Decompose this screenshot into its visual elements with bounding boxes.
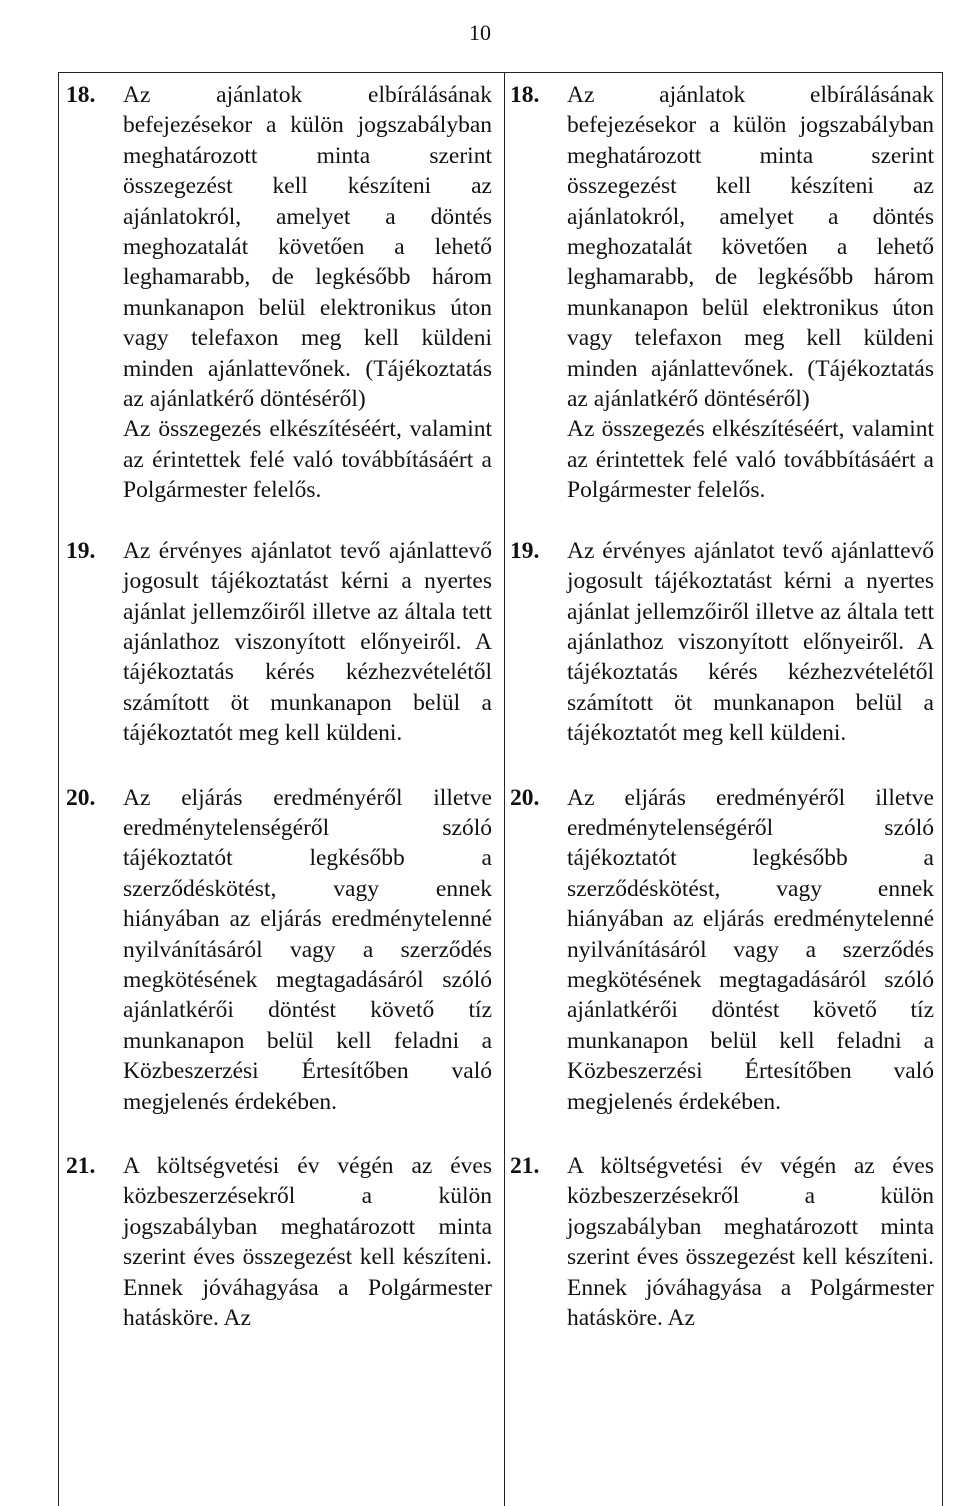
item-paragraph: Az érvényes ajánlatot tevő ajánlattevő jogosult tájékoztatást kérni a nyertes ajánlat jellemzőiről illetve az általa tett ajánlathoz viszonyított előnyeiről. A tájékoztatás kérés kézhezvételétől számított öt munkanapon belül a tájékoztatót meg kell küldeni.: [123, 537, 492, 747]
left-column: [66, 80, 492, 1333]
item-paragraph: Az ajánlatok elbírálásának befejezésekor a külön jogszabályban meghatározott minta szerint összegezést kell készíteni az ajánlatokról, amelyet a döntés meghozatalát követően a lehető leghamarabb, de legkésőbb három munkanapon belül elektronikus úton vagy telefaxon meg kell küldeni minden ajánlattevőnek. (Tájékoztatás az ajánlatkérő döntéséről): [567, 82, 934, 413]
column-divider: [504, 72, 505, 1506]
right-column: [510, 80, 934, 1333]
item-paragraph: Az eljárás eredményéről illetve eredménytelenségéről szóló tájékoztatót legkésőbb a szerződéskötést, vagy ennek hiányában az eljárás eredménytelenné nyilvánításáról vagy a szerződés megkötésének megtagadásáról szóló ajánlatkérői döntést követő tíz munkanapon belül kell feladni a Közbeszerzési Értesítőben való megjelenés érdekében.: [123, 784, 492, 1115]
item-paragraph: Az eljárás eredményéről illetve eredménytelenségéről szóló tájékoztatót legkésőbb a szerződéskötést, vagy ennek hiányában az eljárás eredménytelenné nyilvánításáról vagy a szerződés megkötésének megtagadásáról szóló ajánlatkérői döntést követő tíz munkanapon belül kell feladni a Közbeszerzési Értesítőben való megjelenés érdekében.: [567, 784, 934, 1115]
item-body: [567, 536, 934, 749]
list-item-18: [66, 80, 492, 506]
list-item-19: [510, 536, 934, 749]
list-item-21: [66, 1151, 492, 1333]
page-number: 10: [469, 20, 491, 45]
item-body: [567, 783, 934, 1117]
item-paragraph: Az összegezés elkészítéséért, valamint az érintettek felé való továbbításáért a Polgármester felelős.: [567, 416, 934, 504]
item-body: [123, 783, 492, 1117]
item-paragraph: Az ajánlatok elbírálásának befejezésekor a külön jogszabályban meghatározott minta szerint összegezést kell készíteni az ajánlatokról, amelyet a döntés meghozatalát követően a lehető leghamarabb, de legkésőbb három munkanapon belül elektronikus úton vagy telefaxon meg kell küldeni minden ajánlattevőnek. (Tájékoztatás az ajánlatkérő döntéséről): [123, 82, 492, 413]
item-body: [123, 1151, 492, 1333]
item-body: [123, 536, 492, 749]
item-number: 21.: [66, 1153, 96, 1179]
list-item-20: [510, 783, 934, 1117]
list-item-20: [66, 783, 492, 1117]
item-number: 21.: [510, 1153, 540, 1179]
item-number: 20.: [66, 784, 96, 811]
item-paragraph: A költségvetési év végén az éves közbeszerzésekről a külön jogszabályban meghatározott minta szerint éves összegezést kell készíteni. Ennek jóváhagyása a Polgármester hatásköre. Az: [567, 1153, 934, 1332]
item-paragraph: Az érvényes ajánlatot tevő ajánlattevő jogosult tájékoztatást kérni a nyertes ajánlat jellemzőiről illetve az általa tett ajánlathoz viszonyított előnyeiről. A tájékoztatás kérés kézhezvételétől számított öt munkanapon belül a tájékoztatót meg kell küldeni.: [567, 537, 934, 747]
list-item-21: [510, 1151, 934, 1333]
item-paragraph: A költségvetési év végén az éves közbeszerzésekről a külön jogszabályban meghatározott minta szerint éves összegezést kell készíteni. Ennek jóváhagyása a Polgármester hatásköre. Az: [123, 1153, 492, 1332]
item-paragraph: Az összegezés elkészítéséért, valamint az érintettek felé való továbbításáért a Polgármester felelős.: [123, 416, 492, 504]
list-item-18: [510, 80, 934, 506]
item-number: 18.: [66, 82, 96, 108]
list-item-19: [66, 536, 492, 749]
item-body: [567, 80, 934, 506]
item-number: 19.: [510, 537, 540, 564]
item-number: 20.: [510, 784, 540, 811]
item-body: [123, 80, 492, 506]
item-number: 19.: [66, 537, 96, 564]
item-number: 18.: [510, 82, 540, 108]
item-body: [567, 1151, 934, 1333]
